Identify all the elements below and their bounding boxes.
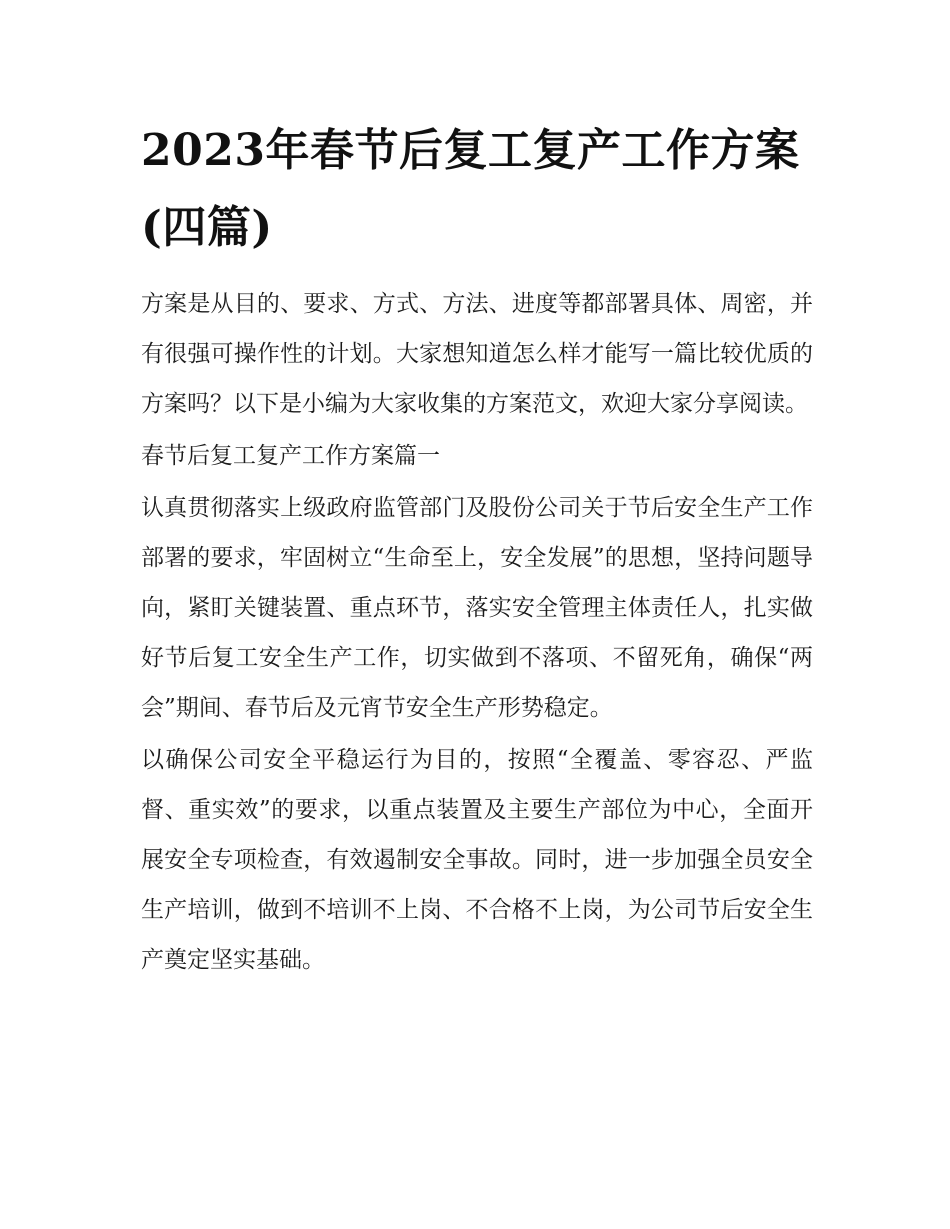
body-paragraph: 以确保公司安全平稳运行为目的，按照“全覆盖、零容忍、严监督、重实效”的要求，以重点装置及主要生产部位为中心，全面开展安全专项检查，有效遏制安全事故。同时，进一步加强全员安全生产培训，做到不培训不上岗、不合格不上岗，为公司节后安全生产奠定坚实基础。 (141, 747, 813, 973)
body-paragraph: 认真贯彻落实上级政府监管部门及股份公司关于节后安全生产工作部署的要求，牢固树立“生命至上，安全发展”的思想，坚持问题导向，紧盯关键装置、重点环节，落实安全管理主体责任人，扎实做好节后复工安全生产工作，切实做到不落项、不留死角，确保“两会”期间、春节后及元宵节安全生产形势稳定。 (141, 495, 813, 721)
document-body (141, 112, 813, 985)
intro-paragraph: 方案是从目的、要求、方式、方法、进度等都部署具体、周密，并有很强可操作性的计划。大家想知道怎么样才能写一篇比较优质的方案吗？以下是小编为大家收集的方案范文，欢迎大家分享阅读。 (141, 291, 813, 417)
document-title: 2023年春节后复工复产工作方案(四篇) (141, 125, 800, 253)
section-heading: 春节后复工复产工作方案篇一 (141, 443, 440, 469)
